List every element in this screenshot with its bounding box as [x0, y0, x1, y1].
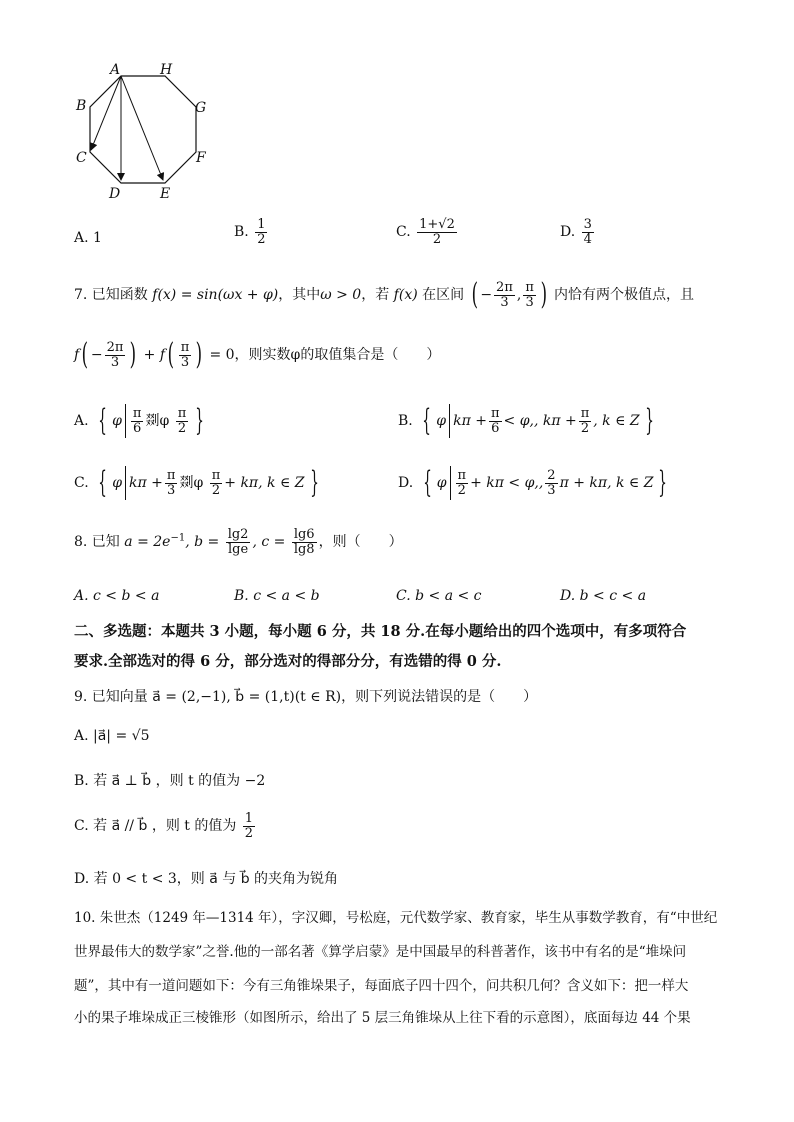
- fraction: $\frac{\pi}{6}$: [490, 405, 500, 436]
- q6-option-c: C. $\frac{1+√2}{2}$: [396, 217, 455, 247]
- fraction: $\frac{2\pi}{3}$: [106, 339, 124, 370]
- fraction: $\frac{\pi}{2}$: [580, 405, 590, 436]
- fraction: $\frac{2}{3}$: [547, 467, 556, 498]
- q7-option-a: A. { φ $\frac{\pi}{6}$ 剟φ $\frac{\pi}{2}$ }: [74, 403, 205, 438]
- q9-option-a: A. |a⃗| = √5: [74, 728, 150, 744]
- fraction: $\frac{3}{4}$: [583, 217, 592, 247]
- fraction: $\frac{\pi}{2}$: [177, 405, 187, 436]
- q8-option-c: C. b < a < c: [396, 588, 482, 604]
- q10-line1: 10. 朱世杰（1249 年—1314 年），字汉卿，号松庭，元代数学家、教育家，毕生从事数学教育，有“中世纪: [74, 910, 718, 926]
- label-d: D: [109, 186, 121, 202]
- q7-option-b: B. { φ kπ + $\frac{\pi}{6}$ < φ,, kπ + $\frac{\pi}{2}$ , k ∈ Z }: [398, 403, 654, 438]
- fraction: $\frac{\pi}{3}$: [525, 279, 534, 310]
- q9-stem: 9. 已知向量 a⃗ = (2,−1), b⃗ = (1,t)(t ∈ R)，则下列说法错误的是（ ）: [74, 689, 538, 705]
- fraction: $\frac{\lg 2}{\lg e}$: [227, 527, 249, 557]
- q6-option-b: B. $\frac{1}{2}$: [234, 217, 266, 247]
- section-heading-line2: 要求.全部选对的得 6 分，部分选对的得部分分，有选错的得 0 分.: [74, 653, 502, 670]
- label-g: G: [195, 100, 207, 116]
- q6-option-d: D. $\frac{3}{4}$: [560, 217, 592, 247]
- fraction: $\frac{\pi}{3}$: [180, 339, 190, 370]
- fraction: $\frac{\pi}{6}$: [132, 405, 142, 436]
- vector-ac: [91, 76, 121, 150]
- label-c: C: [76, 150, 87, 166]
- label-a: A: [110, 62, 121, 78]
- label-e: E: [160, 186, 171, 202]
- q8-option-b: B. c < a < b: [234, 588, 320, 604]
- q10-line3: 题”，其中有一道问题如下：今有三角锥垛果子，每面底子四十四个，问共积几何？含义如下：把一样大: [74, 978, 689, 994]
- q10-line2: 世界最伟大的数学家”之誉.他的一部名著《算学启蒙》是中国最早的科普著作，该书中有名的是“堆垛问: [74, 944, 687, 960]
- q8-option-d: D. b < c < a: [560, 588, 647, 604]
- label-b: B: [76, 98, 87, 114]
- q10-line4: 小的果子堆垛成正三棱锥形（如图所示，给出了 5 层三角锥垛从上往下看的示意图），底面每边 44 个果: [74, 1010, 691, 1026]
- q7-option-c: C. { φ kπ + $\frac{\pi}{3}$ 剟φ $\frac{\pi}{2}$ + kπ, k ∈ Z }: [74, 465, 319, 500]
- label-f: F: [196, 150, 206, 166]
- q7-stem-line2: f( − $\frac{2\pi}{3}$ ) + f( $\frac{\pi}{3}$ ) = 0，则实数φ的取值集合是（ ）: [74, 337, 441, 372]
- fraction: $\frac{1}{2}$: [244, 811, 254, 841]
- vector-ae: [121, 76, 163, 180]
- q7-option-d: D. { φ $\frac{\pi}{2}$ + kπ < φ,, $\frac{2}{3}$ π + kπ, k ∈ Z }: [398, 465, 668, 500]
- q6-option-a: A. 1: [74, 230, 102, 246]
- q9-option-b: B. 若 a⃗ ⊥ b⃗ ，则 t 的值为 −2: [74, 773, 266, 789]
- section-heading-line1: 二、多选题：本题共 3 小题，每小题 6 分，共 18 分.在每小题给出的四个选项中，有多项符合: [74, 623, 687, 640]
- fraction: $\frac{\pi}{2}$: [211, 467, 221, 498]
- q8-option-a: A. c < b < a: [74, 588, 160, 604]
- label-h: H: [160, 62, 173, 78]
- fraction: $\frac{\pi}{2}$: [457, 467, 467, 498]
- fraction: $\frac{1}{2}$: [257, 217, 266, 247]
- fraction: $\frac{1+√2}{2}$: [419, 217, 455, 247]
- q9-option-d: D. 若 0 < t < 3，则 a⃗ 与 b⃗ 的夹角为锐角: [74, 871, 339, 887]
- fraction: $\frac{\pi}{3}$: [166, 467, 176, 498]
- fraction: $\frac{2\pi}{3}$: [496, 279, 513, 310]
- q7-stem-line1: 7. 已知函数 f(x) = sin(ωx + φ)，其中ω > 0，若 f(x) 在区间 ( − $\frac{2\pi}{3}$ , $\frac{\pi}{3}$ ) 内恰有两个极值点，且: [74, 277, 695, 312]
- fraction: $\frac{\lg 6}{\lg 8}$: [293, 527, 315, 557]
- octagon-figure: [66, 56, 226, 206]
- q9-option-c: C. 若 a⃗ // b⃗ ，则 t 的值为 $\frac{1}{2}$: [74, 811, 254, 841]
- q8-stem: 8. 已知 $a = 2e^{-1}$, b = $\frac{\lg 2}{\lg e}$ , c = $\frac{\lg 6}{\lg 8}$ ，则（ ）: [74, 527, 403, 557]
